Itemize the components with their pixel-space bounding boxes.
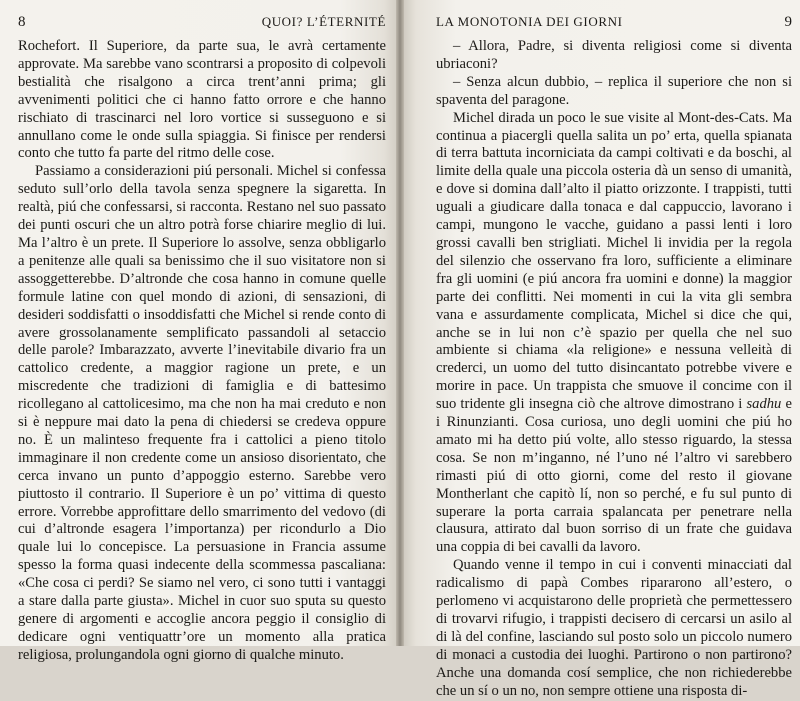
paragraph [436, 110, 792, 558]
running-title: QUOI? L’ÉTERNITÉ [261, 14, 386, 29]
running-title: LA MONOTONIA DEI GIORNI [436, 14, 623, 29]
right-page-text [436, 38, 792, 701]
paragraph: Quando venne il tempo in cui i conventi minacciati dal radicalismo di papà Combes ripararono all’estero, o perlomeno vi acquistarono delle proprietà che permettessero di trovarvi rifugio, i trappisti decisero di cercarsi un asilo al di là del confine, lasciando sul posto solo un piccolo numero di monaci a custodia dei luoghi. Partirono o non partirono? Anche una domanda cosí semplice, che non richiederebbe che un sí o un no, non sempre ottiene una risposta di- [436, 557, 792, 699]
left-page [0, 0, 400, 663]
paragraph: Passiamo a considerazioni piú personali. Michel si confessa seduto sull’orlo della tavola senza spegnere la sigaretta. In realtà, piú che confessarsi, si racconta. Restano nel suo passato dei punti oscuri che un altro potrà forse chiarire meglio di lui. Ma l’altro è un prete. Il Superiore lo assolve, senza obbligarlo a penitenze alle quali sa benissimo che il suo visitatore non si assoggetterebbe. D’altronde che cosa hanno in comune quelle formule latine con quel mondo di azioni, di sensazioni, di desideri soddisfatti o insoddisfatti che Michel si rende conto di avere grossolanamente semplificato passandoli al setaccio delle parole? Imbarazzato, avverte l’inevitabile divario fra un cattolico credente, a maggior ragione un prete, e un miscredente che tradizioni di famiglia e di battesimo ricollegano al cattolicesimo, ma che non ha mai creduto e non si è neppure mai dato la pena di chiedersi se credeva oppure no. È un malinteso frequente fra i cattolici a pieno titolo immaginare il non credente come un ansioso disorientato, che cerca invano un punto d’appoggio esterno. Sarebbe vero piuttosto il contrario. Il Superiore è un po’ vittima di questo errore. Vorrebbe approfittare dello smarrimento del vedovo (di cui d’altronde esagera l’importanza) per ricondurlo a Dio quale lui lo concepisce. La persuasione in Francia assume spesso la forma quasi indecente della scommessa pascaliana: «Che cosa ci perdi? Se siamo nel vero, ci sono tutti i vantaggi a stare dalla parte giusta». Michel in cuor suo sputa su questo genere di argomenti e accoglie ancora peggio il consiglio di dedicare ogni ventiquattr’ore un momento alla pratica religiosa, prolungandola ogni giorno di qualche minuto. [18, 163, 386, 663]
paragraph: – Allora, Padre, si diventa religiosi come si diventa ubriaconi? [436, 38, 792, 72]
paragraph: Rochefort. Il Superiore, da parte sua, le avrà certamente approvate. Ma sarebbe vano scontrarsi a proposito di colpevoli bestialità che risalgono a circa trent’anni prima; gli avvenimenti politici che ci hanno fatto orrore e che hanno rischiato di trascinarci nel loro vortice si susseguono e si annullano come le onde sulla spiaggia. Si finisce per rendersi conto che tutto fa parte del ritmo delle cose. [18, 38, 386, 162]
left-page-text [18, 38, 386, 665]
left-page-header [18, 14, 386, 34]
right-page [400, 0, 800, 699]
book-gutter [396, 0, 404, 646]
page-number: 9 [784, 14, 792, 30]
paragraph-text: e i Rinunzianti. Cosa curiosa, uno degli uomini che piú ho amato mi ha detto piú volte, allo stesso riguardo, la stessa cosa. Se non m’inganno, né l’uno né l’altro vi sarebbero rimasti piú di otto giorni, come del resto il giovane Montherlant che capitò lí, non so perché, e fu sul punto di superare la porta carraia spalancata per penetrare nella clausura, attirato dal buon sorriso di un frate che guidava una coppia di bei cavalli da lavoro. [436, 396, 792, 556]
italic-term: sadhu [746, 396, 782, 413]
page-number: 8 [18, 14, 26, 30]
paragraph-text: Michel dirada un poco le sue visite al Mont-des-Cats. Ma continua a piacergli quella salita un po’ erta, quella spianata di terra battuta incorniciata da campi coltivati e da boschi, al limite della quale una piccola osteria dà un senso di umanità, e dove si domina dall’alto il piatto orizzonte. I trappisti, tutti uguali a giudicare dalla tonaca e dal cappuccio, lavorano i campi, mungono le vacche, guidano a passi lenti i loro grossi cavalli ben strigliati. Michel li invidia per la regola del silenzio che osservano fra loro, sufficiente a eliminare fra gli uomini (e piú ancora fra uomini e donne) la maggior parte dei conflitti. Nei momenti in cui la vita gli sembra vana e assurdamente complicata, Michel si dice che qui, anche se in lui non c’è spazio per quella che nel suo ambiente si chiama «la religione» e nessuna velleità di crederci, un uomo del tutto disincantato potrebbe vivere e morire in pace. Un trappista che smuove il concime con il suo tridente gli insegna ciò che altrove dimostrano i [436, 109, 792, 413]
paragraph: – Senza alcun dubbio, – replica il superiore che non si spaventa del paragone. [436, 73, 792, 108]
right-page-header [436, 14, 792, 34]
